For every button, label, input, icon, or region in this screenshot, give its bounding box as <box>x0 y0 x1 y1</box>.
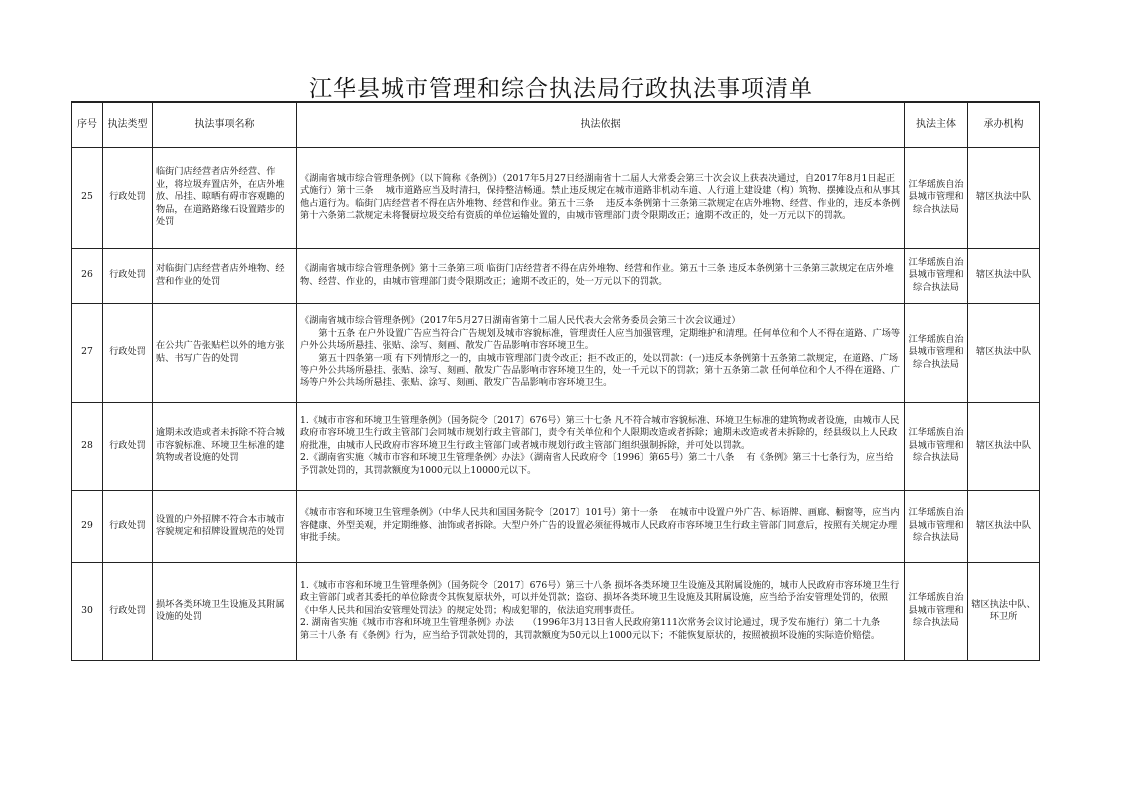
row-name: 在公共广告张贴栏以外的地方张贴、书写广告的处罚 <box>153 303 297 402</box>
row-org: 辖区执法中队 <box>968 248 1040 303</box>
row-basis <box>297 402 905 490</box>
row-type: 行政处罚 <box>103 490 153 562</box>
row-no: 27 <box>72 303 103 402</box>
basis-paragraph: 第五十四条第一项 有下列情形之一的，由城市管理部门责令改正；拒不改正的，处以罚款：(一)违反本条例第十五条第二款规定，在道路、广场等户外公共场所悬挂、张贴、涂写、刻画、散发广告品影响市容环境卫生的，处一千元以下的罚款；第十五条第二款 任何单位和个人不得在道路、广场等户外公共场所悬挂、张贴、涂写、刻画、散发广告品影响市容环境卫生。 <box>300 352 901 389</box>
header-subject: 执法主体 <box>905 102 968 147</box>
row-type: 行政处罚 <box>103 303 153 402</box>
basis-paragraph: 2. 湖南省实施《城市市容和环境卫生管理条例》办法 （1996年3月13日省人民政府第111次常务会议讨论通过，现予发布施行）第二十九条 第三十八条 有《条例》行为，应当给予罚款处罚的，其罚款额度为50元以上1000元以下；不能恢复原状的，按照被损坏设施的实际造价赔偿。 <box>300 617 893 641</box>
header-type: 执法类型 <box>103 102 153 147</box>
table-row <box>72 147 1040 248</box>
row-org: 辖区执法中队 <box>968 303 1040 402</box>
basis-paragraph: 《城市市容和环境卫生管理条例》（中华人民共和国国务院令〔2017〕101号）第十一条 在城市中设置户外广告、标语牌、画廊、橱窗等，应当内容健康、外型美观，并定期维修、油饰或者拆除。大型户外广告的设置必须征得城市人民政府市容环境卫生行政主管部门同意后，按照有关规定办理审批手续。 <box>300 507 900 544</box>
row-basis <box>297 303 905 402</box>
row-subject: 江华瑶族自治县城市管理和综合执法局 <box>905 147 968 248</box>
basis-paragraph: 《湖南省城市综合管理条例》第十三条第三项 临街门店经营者不得在店外堆物、经营和作业。第五十三条 违反本条例第十三条第三款规定在店外堆物、经营、作业的，由城市管理部门责令限期改正；逾期不改正的，处一万元以下的罚款。 <box>300 263 894 287</box>
basis-paragraph: 1.《城市市容和环境卫生管理条例》（国务院令〔2017〕676号）第三十八条 损坏各类环境卫生设施及其附属设施的，城市人民政府市容环境卫生行政主管部门或者其委托的单位除责令其恢复原状外，可以并处罚款；盗窃、损坏各类环境卫生设施及其附属设施，应当给予治安管理处罚的，依照《中华人民共和国治安管理处罚法》的规定处罚；构成犯罪的，依法追究刑事责任。 <box>300 579 900 616</box>
row-type: 行政处罚 <box>103 248 153 303</box>
basis-paragraph: 第十五条 在户外设置广告应当符合广告规划及城市容貌标准，管理责任人应当加强管理，定期维护和清理。任何单位和个人不得在道路、广场等户外公共场所悬挂、张贴、涂写、刻画、散发广告品影响市容环境卫生。 <box>300 327 901 352</box>
table-row <box>72 303 1040 402</box>
basis-paragraph: 2.《湖南省实施〈城市市容和环境卫生管理条例〉办法》（湖南省人民政府令〔1996〕第65号）第二十八条 有《条例》第三十七条行为，应当给予罚款处罚的，其罚款额度为1000元以上10000元以下。 <box>300 452 894 476</box>
row-org: 辖区执法中队 <box>968 147 1040 248</box>
enforcement-table <box>71 101 1040 661</box>
row-no: 25 <box>72 147 103 248</box>
table-row <box>72 490 1040 562</box>
row-org: 辖区执法中队 <box>968 402 1040 490</box>
table-row <box>72 248 1040 303</box>
page-title: 江华县城市管理和综合执法局行政执法事项清单 <box>309 76 813 102</box>
row-no: 28 <box>72 402 103 490</box>
header-basis: 执法依据 <box>297 102 905 147</box>
row-name: 对临街门店经营者店外堆物、经营和作业的处罚 <box>153 248 297 303</box>
row-subject: 江华瑶族自治县城市管理和综合执法局 <box>905 402 968 490</box>
row-subject: 江华瑶族自治县城市管理和综合执法局 <box>905 562 968 660</box>
row-basis <box>297 147 905 248</box>
row-no: 26 <box>72 248 103 303</box>
table-row <box>72 402 1040 490</box>
basis-paragraph: 《湖南省城市综合管理条例》（2017年5月27日湖南省第十二届人民代表大会常务委员会第三十次会议通过） <box>300 315 741 327</box>
row-name: 逾期未改造或者未拆除不符合城市容貌标准、环境卫生标准的建筑物或者设施的处罚 <box>153 402 297 490</box>
row-type: 行政处罚 <box>103 147 153 248</box>
row-name: 损坏各类环境卫生设施及其附属设施的处罚 <box>153 562 297 660</box>
row-name: 设置的户外招牌不符合本市城市容貌规定和招牌设置规范的处罚 <box>153 490 297 562</box>
row-type: 行政处罚 <box>103 562 153 660</box>
row-org: 辖区执法中队、环卫所 <box>968 562 1040 660</box>
row-no: 30 <box>72 562 103 660</box>
table-header-row <box>72 102 1040 147</box>
header-org: 承办机构 <box>968 102 1040 147</box>
row-subject: 江华瑶族自治县城市管理和综合执法局 <box>905 248 968 303</box>
basis-paragraph: 1.《城市市容和环境卫生管理条例》（国务院令〔2017〕676号）第三十七条 凡不符合城市容貌标准、环境卫生标准的建筑物或者设施，由城市人民政府市容环境卫生行政主管部门会同城市规划行政主管部门，责令有关单位和个人限期改造或者拆除；逾期未改造或者未拆除的，经县级以上人民政府批准，由城市人民政府市容环境卫生行政主管部门或者城市规划行政主管部门组织强制拆除，并可处以罚款。 <box>300 414 900 451</box>
header-no: 序号 <box>72 102 103 147</box>
row-basis <box>297 562 905 660</box>
row-subject: 江华瑶族自治县城市管理和综合执法局 <box>905 303 968 402</box>
row-basis <box>297 490 905 562</box>
row-no: 29 <box>72 490 103 562</box>
row-basis <box>297 248 905 303</box>
basis-paragraph: 《湖南省城市综合管理条例》（以下简称《条例》）（2017年5月27日经湖南省十二届人大常委会第三十次会议上获表决通过，自2017年8月1日起正式施行）第十三条 城市道路应当及时清扫，保持整洁畅通。禁止违反规定在城市道路非机动车道、人行道上建设建（构）筑物、摆摊设点和从事其他占道行为。临街门店经营者不得在店外堆物、经营和作业。第五十三条 违反本条例第十三条第三款规定在店外堆物、经营、作业的，违反本条例第十六条第二款规定未将餐厨垃圾交给有资质的单位运输处置的，由城市管理部门责令限期改正；逾期不改正的，处一万元以下的罚款。 <box>300 172 901 221</box>
header-name: 执法事项名称 <box>153 102 297 147</box>
row-org: 辖区执法中队 <box>968 490 1040 562</box>
row-subject: 江华瑶族自治县城市管理和综合执法局 <box>905 490 968 562</box>
table-row <box>72 562 1040 660</box>
row-name: 临街门店经营者店外经营、作业，将垃圾弃置店外，在店外堆放、吊挂、晾晒有碍市容观瞻的物品，在道路路缘石设置踏步的处罚 <box>153 147 297 248</box>
row-type: 行政处罚 <box>103 402 153 490</box>
